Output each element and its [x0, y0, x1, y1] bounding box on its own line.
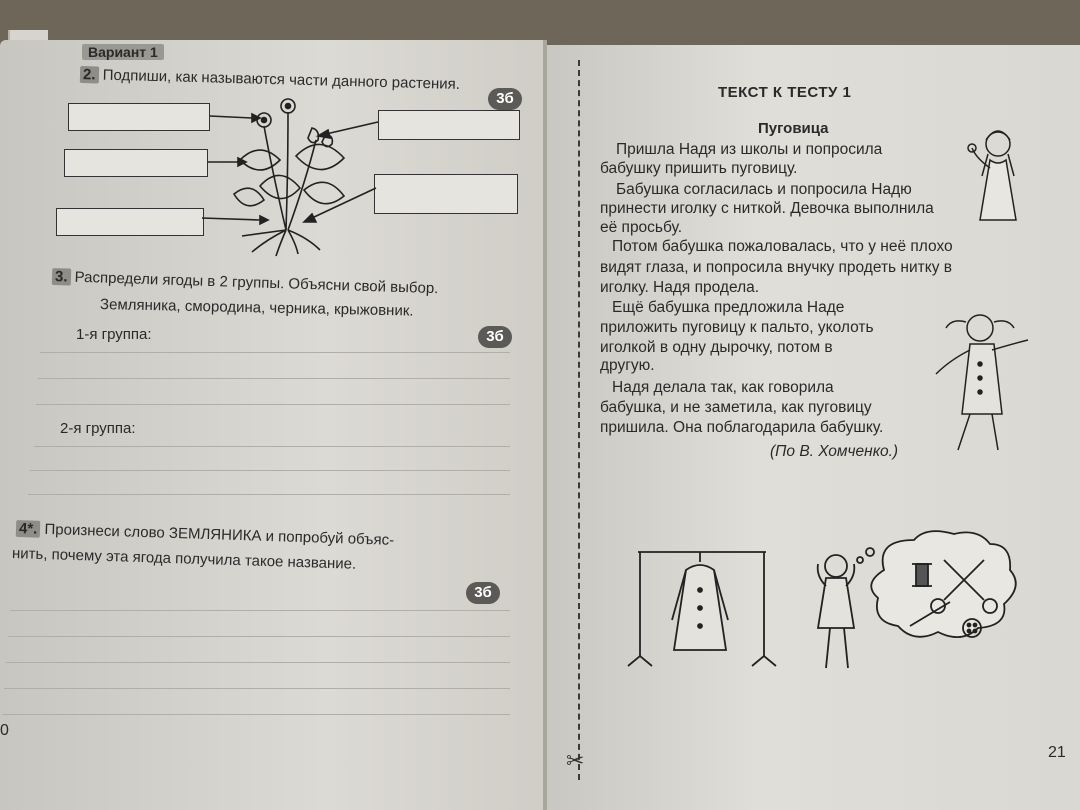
girl-with-coat-illustration: [928, 304, 1038, 464]
story-line-6: Потом бабушка пожаловалась, что у неё плохо: [612, 238, 953, 255]
answer-line[interactable]: [6, 662, 510, 663]
plant-label-box-3[interactable]: [56, 208, 204, 236]
answer-line[interactable]: [38, 378, 510, 379]
answer-line[interactable]: [8, 636, 510, 637]
answer-line[interactable]: [4, 688, 510, 689]
story-line-7: видят глаза, и попросила внучку продеть нитку в: [600, 259, 952, 276]
plant-label-box-2[interactable]: [64, 149, 208, 177]
story-line-13: Надя делала так, как говорила: [612, 379, 834, 396]
answer-line[interactable]: [10, 610, 510, 611]
answer-line[interactable]: [2, 714, 510, 715]
task-4-number: 4*.: [16, 520, 41, 538]
story-title: Пуговица: [758, 120, 829, 137]
scissors-icon: ✂: [566, 748, 585, 773]
story-line-2: бабушку пришить пуговицу.: [600, 160, 798, 177]
story-line-14: бабушка, и не заметила, как пуговицу: [600, 399, 872, 416]
story-line-12: другую.: [600, 357, 655, 374]
story-line-5: её просьбу.: [600, 219, 683, 236]
task-3-text: Распредели ягоды в 2 группы. Объясни свой выбор.: [74, 268, 439, 298]
answer-line[interactable]: [30, 470, 510, 471]
story-line-3: Бабушка согласилась и попросила Надю: [616, 181, 912, 198]
cut-line: [578, 60, 580, 780]
story-line-9: Ещё бабушка предложила Наде: [612, 299, 845, 316]
task-3-group-1-label: 1-я группа:: [76, 326, 152, 343]
plant-label-box-1[interactable]: [68, 103, 210, 131]
task-3-group-2-label: 2-я группа:: [60, 420, 136, 437]
task-3-points-badge: 3б: [478, 326, 512, 348]
story-line-15: пришила. Она поблагодарила бабушку.: [600, 419, 884, 436]
story-line-8: иголку. Надя продела.: [600, 279, 760, 296]
answer-line[interactable]: [36, 404, 510, 405]
task-4-text-2: нить, почему эта ягода получила такое название.: [11, 545, 357, 573]
coat-rack-girl-sewing-illustration: [626, 530, 1046, 680]
girl-thinking-illustration: [962, 124, 1032, 234]
book-spine: [543, 40, 547, 810]
text-heading: ТЕКСТ К ТЕСТУ 1: [718, 84, 852, 101]
story-line-1: Пришла Надя из школы и попросила: [616, 141, 883, 158]
variant-label: Вариант 1: [82, 44, 164, 60]
task-2-points-badge: 3б: [488, 88, 522, 110]
plant-label-box-5[interactable]: [374, 174, 518, 214]
answer-line[interactable]: [28, 494, 510, 495]
story-line-4: принести иголку с ниткой. Девочка выполнила: [600, 200, 934, 217]
task-3-number: 3.: [52, 268, 71, 286]
task-4-points-badge: 3б: [466, 582, 500, 604]
task-2-text: Подпиши, как называются части данного растения.: [102, 66, 461, 93]
strawberry-plant-drawing: [200, 90, 390, 260]
task-2-number: 2.: [80, 66, 99, 83]
page-number-right: 21: [1048, 744, 1066, 761]
page-number-left: 0: [0, 722, 9, 739]
story-line-10: приложить пуговицу к пальто, уколоть: [600, 319, 874, 336]
plant-label-box-4[interactable]: [378, 110, 520, 140]
story-author: (По В. Хомченко.): [770, 443, 899, 460]
task-3-berries: Земляника, смородина, черника, крыжовник.: [99, 296, 414, 320]
answer-line[interactable]: [40, 352, 510, 353]
story-line-11: иголкой в одну дырочку, потом в: [600, 339, 833, 356]
answer-line[interactable]: [34, 446, 510, 447]
task-4-text-1: Произнеси слово ЗЕМЛЯНИКА и попробуй объяс-: [44, 520, 395, 549]
